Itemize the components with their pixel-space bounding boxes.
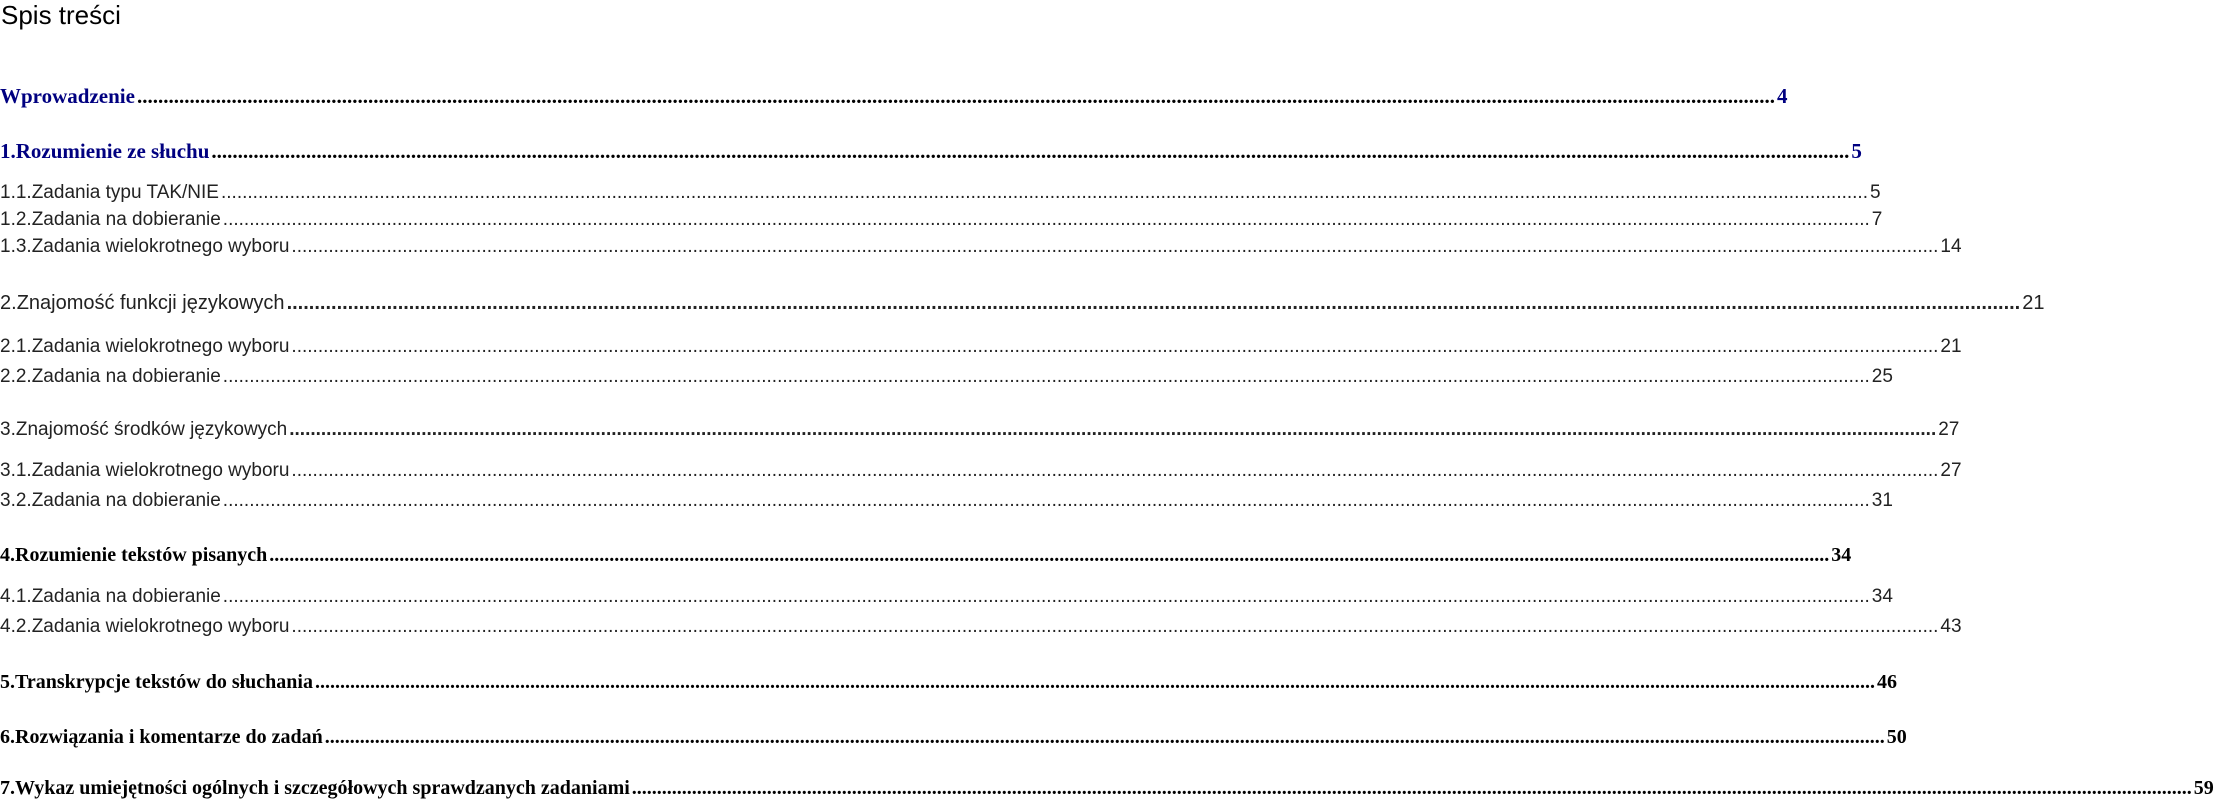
toc-entry-label: Transkrypcje tekstów do słuchania [15, 671, 313, 693]
toc-leader: ........................................................................................................................................................................................................................................................................................................................ [291, 236, 1939, 257]
toc-entry-label: Zadania typu TAK/NIE [31, 182, 219, 203]
toc-entry-number: 1. [0, 139, 16, 163]
toc-entry-page: 50 [1886, 726, 1907, 748]
toc-entry-page: 21 [2022, 292, 2045, 314]
toc-entry-number: 4.2. [0, 616, 32, 637]
toc-entry-page: 59 [2193, 777, 2214, 799]
toc-entry-section-7[interactable] [0, 775, 2214, 801]
toc-entry-page: 25 [1871, 366, 1893, 387]
toc-entry-section-2-1[interactable] [0, 334, 1962, 360]
toc-entry-label: Zadania na dobieranie [31, 586, 221, 607]
toc-entry-label: Wprowadzenie [0, 84, 135, 108]
toc-leader: ........................................................................................................................................................................................................................................................................................................................ [222, 490, 1870, 511]
toc-entry-label: Rozwiązania i komentarze do zadań [15, 726, 323, 748]
toc-entry-section-2-2[interactable] [0, 364, 1893, 390]
toc-entry-number: 7. [0, 777, 15, 799]
toc-entry-label: Znajomość środków językowych [15, 419, 288, 440]
toc-entry-section-5[interactable] [0, 669, 1897, 695]
toc-leader: ........................................................................................................................................................................................................................................................................................................................ [222, 586, 1870, 607]
toc-entry-page: 7 [1871, 209, 1883, 230]
toc-entry-number: 4. [0, 544, 15, 566]
toc-entry-number: 2.2. [0, 366, 32, 387]
toc-entry-label: Rozumienie ze słuchu [15, 139, 210, 163]
toc-entry-label: Zadania wielokrotnego wyboru [31, 460, 290, 481]
toc-entry-section-4-1[interactable] [0, 584, 1893, 610]
toc-entry-page: 34 [1831, 544, 1852, 566]
toc-entry-label: Zadania wielokrotnego wyboru [31, 616, 290, 637]
toc-entry-section-4[interactable] [0, 542, 1852, 568]
toc-entry-page: 14 [1940, 236, 1962, 257]
toc-entry-section-3[interactable] [0, 417, 1960, 443]
toc-entry-number: 5. [0, 671, 15, 693]
toc-entry-page: 34 [1871, 586, 1893, 607]
toc-entry-page: 4 [1776, 84, 1788, 108]
toc-leader: ........................................................................................................................................................................................................................................................................................................................ [221, 182, 1868, 203]
toc-entry-section-1-1[interactable] [0, 180, 1881, 206]
toc-entry-page: 5 [1851, 139, 1862, 163]
toc-entry-number: 3.1. [0, 460, 32, 481]
toc-entry-number: 4.1. [0, 586, 32, 607]
toc-entry-page: 27 [1940, 460, 1962, 481]
toc-leader: ........................................................................................................................................................................................................................................................................................................................ [631, 777, 2192, 799]
toc-entry-number: 1.1. [0, 182, 32, 203]
toc-leader: ........................................................................................................................................................................................................................................................................................................................ [211, 139, 1850, 163]
toc-leader: ........................................................................................................................................................................................................................................................................................................................ [315, 671, 1875, 693]
toc-entry-page: 5 [1870, 182, 1881, 203]
toc-entry-section-1-3[interactable] [0, 234, 1962, 260]
toc-entry-number: 3. [0, 419, 16, 440]
toc-entry-label: Wykaz umiejętności ogólnych i szczegółowych sprawdzanych zadaniami [15, 777, 630, 799]
toc-entry-label: Zadania na dobieranie [31, 366, 221, 387]
toc-leader: ........................................................................................................................................................................................................................................................................................................................ [222, 366, 1870, 387]
toc-entry-number: 3.2. [0, 490, 32, 511]
toc-entry-section-6[interactable] [0, 724, 1907, 750]
toc-entry-section-1[interactable] [0, 138, 1862, 164]
toc-leader: ........................................................................................................................................................................................................................................................................................................................ [289, 419, 1937, 440]
toc-leader: ........................................................................................................................................................................................................................................................................................................................ [291, 336, 1939, 357]
toc-leader: ........................................................................................................................................................................................................................................................................................................................ [286, 292, 2021, 314]
toc-entry-section-3-2[interactable] [0, 488, 1893, 514]
toc-leader: ........................................................................................................................................................................................................................................................................................................................ [269, 544, 1830, 566]
toc-entry-section-4-2[interactable] [0, 614, 1962, 640]
toc-entry-introduction[interactable] [0, 83, 1788, 109]
toc-entry-label: Zadania wielokrotnego wyboru [31, 336, 290, 357]
toc-entry-number: 6. [0, 726, 15, 748]
toc-entry-label: Rozumienie tekstów pisanych [15, 544, 268, 566]
toc-entry-number: 2.1. [0, 336, 32, 357]
toc-entry-label: Zadania wielokrotnego wyboru [31, 236, 290, 257]
toc-entry-label: Znajomość funkcji językowych [16, 292, 285, 314]
page-title: Spis treści [1, 0, 121, 30]
toc-entry-page: 46 [1877, 671, 1897, 693]
toc-entry-label: Zadania na dobieranie [31, 490, 221, 511]
toc-leader: ........................................................................................................................................................................................................................................................................................................................ [291, 616, 1939, 637]
toc-entry-number: 2. [0, 292, 17, 314]
toc-entry-page: 21 [1940, 336, 1962, 357]
toc-entry-page: 27 [1938, 419, 1960, 440]
toc-entry-section-1-2[interactable] [0, 207, 1883, 233]
toc-entry-section-3-1[interactable] [0, 458, 1962, 484]
toc-entry-page: 43 [1940, 616, 1962, 637]
toc-leader: ........................................................................................................................................................................................................................................................................................................................ [291, 460, 1939, 481]
toc-entry-section-2[interactable] [0, 290, 2045, 316]
toc-leader: ........................................................................................................................................................................................................................................................................................................................ [324, 726, 1885, 748]
toc-leader: ........................................................................................................................................................................................................................................................................................................................ [222, 209, 1870, 230]
toc-leader: ........................................................................................................................................................................................................................................................................................................................ [136, 84, 1775, 108]
toc-entry-number: 1.2. [0, 209, 32, 230]
toc-entry-label: Zadania na dobieranie [31, 209, 221, 230]
toc-entry-number: 1.3. [0, 236, 32, 257]
toc-entry-page: 31 [1871, 490, 1893, 511]
